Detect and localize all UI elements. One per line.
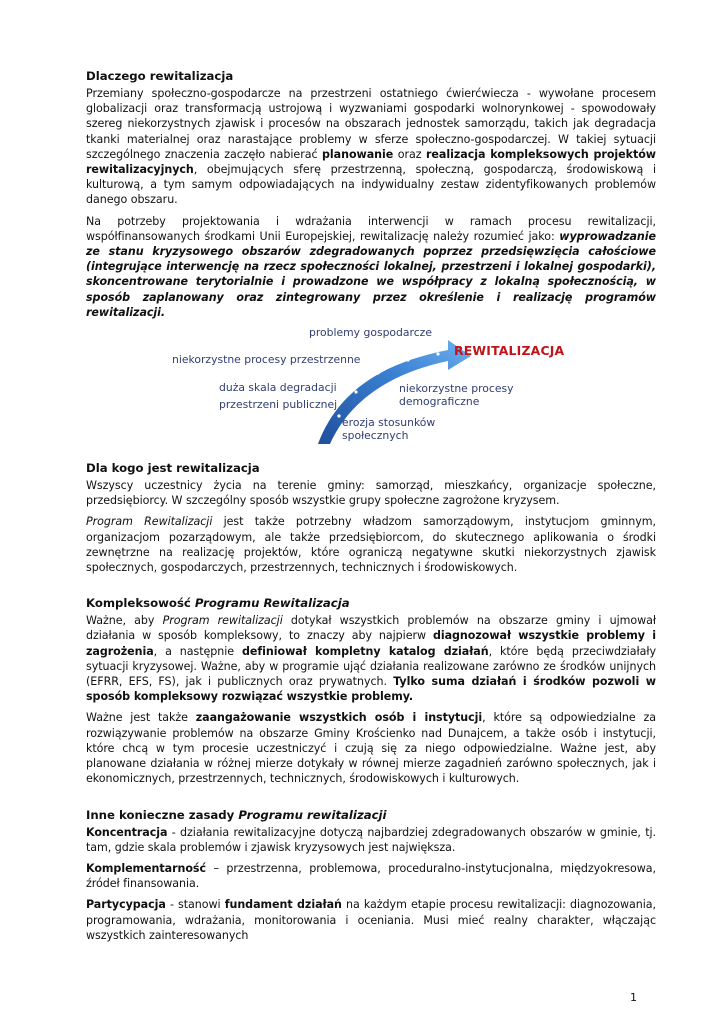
paragraph-for-whom-2: Program Rewitalizacji jest także potrzebny władzom samorządowym, instytucjom gminnym, organizacjom pozarządowym, ale także przedsiębiorcom, do skutecznego aplikowania o środki zewnętrzne na realizację projektów, które ograniczą negatywne skutki niekorzystnych zjawisk społecznych, gospodarczych, przestrzennych, technicznych i środowiskowych. xyxy=(86,515,656,575)
heading-other-rules: Inne konieczne zasady Programu rewitalizacji xyxy=(86,807,387,822)
label-social-relations: społecznych xyxy=(342,429,409,443)
label-negative-processes: niekorzystne procesy xyxy=(399,382,514,396)
revitalization-diagram xyxy=(86,326,656,450)
paragraph-comprehensiveness-1: Ważne, aby Program rewitalizacji dotykał wszystkich problemów na obszarze gminy i ujmował działania w sposób kompleksowy, to znaczy aby najpierw diagnozował wszystkie problemy i zagrożenia, a następnie definiował kompletny katalog działań, które będą przeciwdziałały sytuacji kryzysowej. Ważne, aby w programie ująć działania realizowane zarówno ze środków unijnych (EFRR, EFS, FS), jak i publicznych oraz prywatnych. Tylko suma działań i środków pozwoli w sposób kompleksowy rozwiązać wszystkie problemy. xyxy=(86,614,657,704)
document-body xyxy=(86,68,656,949)
paragraph-for-whom-1: Wszyscy uczestnicy życia na terenie gminy: samorząd, mieszkańcy, organizacje społeczne, przedsiębiorcy. W szczególny sposób wszystkie grupy społeczne zagrożone kryzysem. xyxy=(86,479,656,508)
heading-comprehensiveness: Kompleksowość Programu Rewitalizacja xyxy=(86,596,350,611)
label-economic-problems: problemy gospodarcze xyxy=(309,326,432,340)
label-spatial-processes: niekorzystne procesy przestrzenne xyxy=(172,353,361,367)
heading-why-revitalization: Dlaczego rewitalizacja xyxy=(86,69,234,83)
paragraph-comprehensiveness-2: Ważne jest także zaangażowanie wszystkich osób i instytucji, które są odpowiedzialne za rozwiązywanie problemów na obszarze Gminy Krościenko nad Dunajcem, a także osób i instytucji, które chcą w tym procesie uczestniczyć i czują się za niego odpowiedzialne. Ważne jest, aby planowane działania w różnej mierze dotykały w równej mierze zagadnień zarówno społecznych, jak i ekonomicznych, przestrzennych, technicznych, środowiskowych i kulturowych. xyxy=(86,711,656,786)
label-public-space: przestrzeni publicznej xyxy=(219,398,338,412)
label-demographic: demograficzne xyxy=(399,395,480,409)
page-number: 1 xyxy=(630,991,637,1004)
paragraph-participation: Partycypacja - stanowi fundament działań na każdym etapie procesu rewitalizacji: diagnozowania, programowania, wdrażania, monitorowania i oceniania. Musi mieć realny charakter, włączając wszystkich zainteresowanych xyxy=(86,898,656,942)
heading-for-whom: Dla kogo jest rewitalizacja xyxy=(86,461,260,476)
label-revitalization: REWITALIZACJA xyxy=(454,343,565,359)
label-social-erosion: erozja stosunków xyxy=(342,416,436,430)
paragraph-concentration: Koncentracja - działania rewitalizacyjne dotyczą najbardziej zdegradowanych obszarów w gminie, tj. tam, gdzie skala problemów i zjawisk kryzysowych jest największa. xyxy=(86,825,656,854)
label-degradation-scale: duża skala degradacji xyxy=(219,381,337,395)
paragraph-why-2: Na potrzeby projektowania i wdrażania interwencji w ramach procesu rewitalizacji, współfinansowanych środkami Unii Europejskiej, rewitalizację należy rozumieć jako: wyprowadzanie ze stanu kryzysowego obszarów zdegradowanych poprzez przedsięwzięcia całościowe (integrujące interwencję na rzecz społeczności lokalnej, przestrzeni i lokalnej gospodarki), skoncentrowane terytorialnie i prowadzone we współpracy z lokalną społecznością, w sposób zaplanowany oraz zintegrowany przez określenie i realizację programów rewitalizacji. xyxy=(86,214,656,319)
paragraph-why-1: Przemiany społeczno-gospodarcze na przestrzeni ostatniego ćwierćwiecza - wywołane procesem globalizacji oraz transformacją ustrojową i wyzwaniami gospodarki wolnorynkowej - spowodowały szereg niekorzystnych zjawisk i procesów na obszarach jednostek samorządu, takich jak degradacja tkanki materialnej oraz narastające problemy w sferze społeczno-gospodarczej. W takiej sytuacji szczególnego znaczenia zaczęło nabierać planowanie oraz realizacja kompleksowych projektów rewitalizacyjnych, obejmujących sferę przestrzenną, społeczną, gospodarczą, środowiskową i kulturową, a tym samym odpowiadających na indywidualny zestaw zidentyfikowanych problemów danego obszaru. xyxy=(86,87,656,207)
paragraph-complementarity: Komplementarność – przestrzenna, problemowa, proceduralno-instytucjonalna, międzyokresowa, źródeł finansowania. xyxy=(86,861,656,891)
